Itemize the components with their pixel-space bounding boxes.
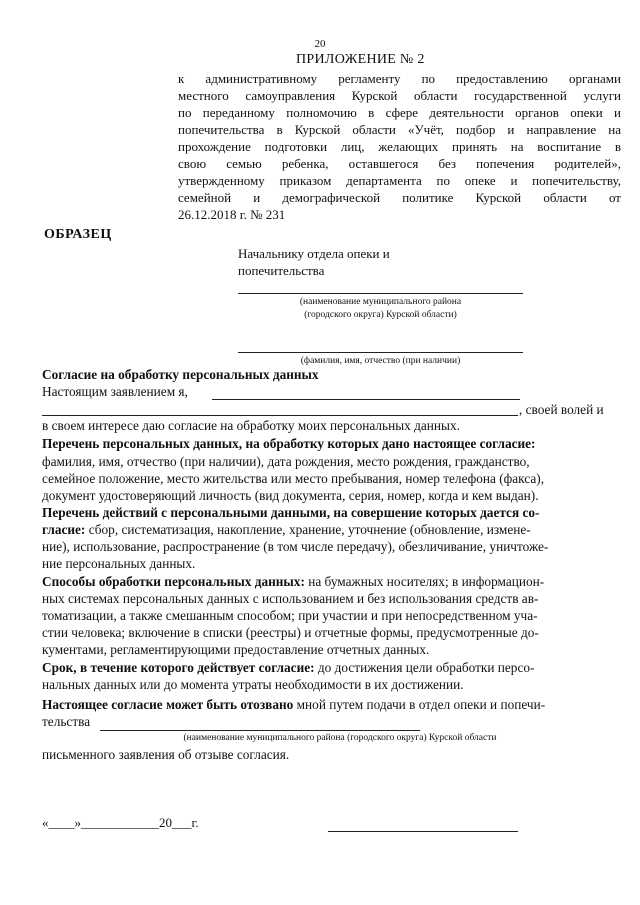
revoke-line: тельства — [42, 714, 91, 729]
addressee-line-2: попечительства — [238, 263, 325, 278]
page-number: 20 — [314, 38, 326, 50]
methods-line: ных системах персональных данных с использованием и без использования средств ав- — [42, 591, 539, 606]
revoke-line: письменного заявления об отзыве согласия. — [42, 747, 290, 762]
appendix-line: семейной и демографической политике Курской области от — [178, 190, 621, 205]
methods-line: Способы обработки персональных данных: на бумажных носителях; в информацион- — [42, 574, 545, 589]
appendix-line: местного самоуправления Курской области государственной услуги — [178, 88, 621, 103]
applicant-name-line-2[interactable] — [42, 415, 518, 416]
fullname-caption: (фамилия, имя, отчество (при наличии) — [300, 356, 461, 366]
pd-list-line: фамилия, имя, отчество (при наличии), дата рождения, место рождения, гражданство, — [42, 454, 530, 469]
pd-list-heading: Перечень персональных данных, на обработку которых дано настоящее согласие: — [42, 436, 536, 451]
consent-intro-2: , своей волей и — [519, 402, 604, 417]
term-line: Срок, в течение которого действует согласие: до достижения цели обработки персо- — [42, 660, 535, 675]
addressee-line-1: Начальнику отдела опеки и — [238, 246, 390, 261]
district-caption-line-1: (наименование муниципального района — [299, 297, 462, 307]
actions-line: ние), использование, распространение (в том числе передачу), обезличивание, уничтоже- — [42, 539, 549, 554]
methods-line: томатизации, а также смешанным способом; при участии и при непосредственном уча- — [42, 608, 538, 623]
addressee-block — [238, 245, 390, 279]
district-caption-line-2: (городского округа) Курской области) — [304, 310, 457, 320]
appendix-title: ПРИЛОЖЕНИЕ № 2 — [296, 52, 425, 67]
sample-label: ОБРАЗЕЦ — [44, 227, 112, 242]
signature-line[interactable] — [328, 831, 518, 832]
revoke-district-line[interactable] — [100, 730, 420, 731]
appendix-line: прохождение подготовки лиц, желающих принять на воспитание в — [178, 139, 621, 154]
appendix-line: по переданному полномочию в сфере деятельности органов опеки и — [178, 105, 621, 120]
methods-line: стии человека; включение в списки (реестры) и отчетные формы, предусмотренные до- — [42, 625, 539, 640]
appendix-line: к административному регламенту по предоставлению органами — [178, 71, 621, 86]
appendix-line: свою семью ребенка, оставшегося без попечения родителей», — [178, 156, 621, 171]
consent-intro-3: в своем интересе даю согласие на обработку моих персональных данных. — [42, 418, 460, 433]
actions-line: ние персональных данных. — [42, 556, 196, 571]
district-input-line[interactable] — [238, 293, 523, 294]
consent-title: Согласие на обработку персональных данных — [42, 367, 319, 382]
pd-list-line: документ удостоверяющий личность (вид документа, серия, номер, когда и кем выдан). — [42, 488, 539, 503]
revoke-line: Настоящее согласие может быть отозвано мной путем подачи в отдел опеки и попечи- — [42, 697, 546, 712]
date-field[interactable]: «____»____________20___г. — [42, 815, 199, 830]
district-caption — [238, 296, 523, 322]
methods-line: кументами, регламентирующими предоставление отчетных данных. — [42, 642, 430, 657]
revoke-caption: (наименование муниципального района (городского округа) Курской области — [183, 733, 497, 743]
appendix-line: утвержденному приказом департамента по опеке и попечительству, — [178, 173, 621, 188]
consent-intro-1: Настоящим заявлением я, — [42, 384, 188, 399]
appendix-line: попечительства в Курской области «Учёт, подбор и направление на — [178, 122, 621, 137]
pd-list-line: семейное положение, место жительства или место пребывания, номер телефона (факса), — [42, 471, 545, 486]
actions-line: гласие: сбор, систематизация, накопление, хранение, уточнение (обновление, измене- — [42, 522, 531, 537]
appendix-text — [178, 70, 621, 223]
term-line: нальных данных или до момента утраты необходимости в их достижении. — [42, 677, 464, 692]
appendix-line: 26.12.2018 г. № 231 — [178, 207, 286, 222]
applicant-name-line[interactable] — [212, 399, 520, 400]
actions-heading: Перечень действий с персональными данными, на совершение которых дается со- — [42, 505, 540, 520]
fullname-input-line[interactable] — [238, 352, 523, 353]
